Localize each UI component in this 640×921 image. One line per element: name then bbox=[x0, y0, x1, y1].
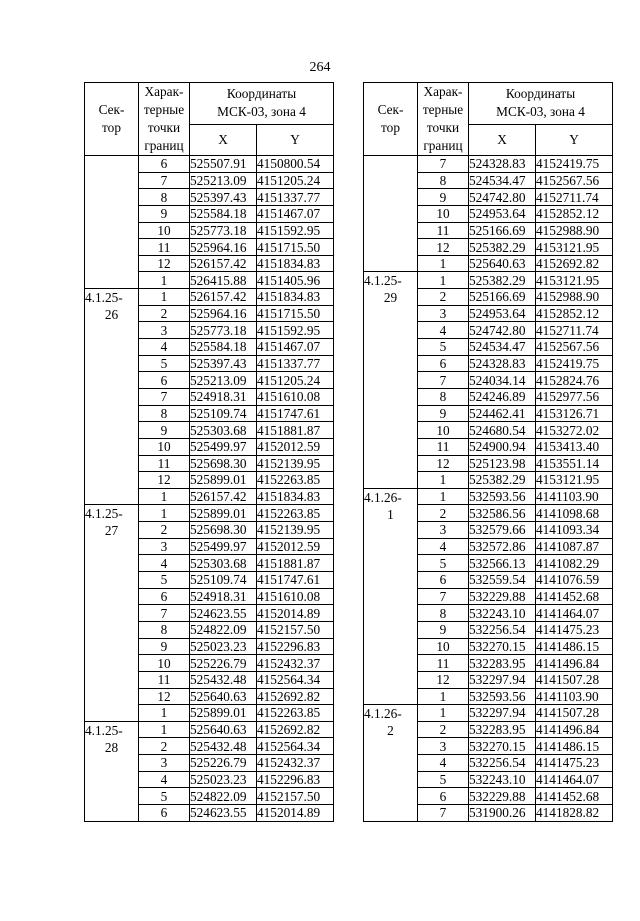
point-number-cell: 12 bbox=[418, 455, 469, 472]
x-coordinate-cell: 525899.01 bbox=[190, 472, 257, 489]
point-number-cell: 9 bbox=[139, 422, 190, 439]
point-number-cell: 2 bbox=[139, 522, 190, 539]
point-number-cell: 12 bbox=[139, 472, 190, 489]
point-number-cell: 3 bbox=[139, 322, 190, 339]
sector-cell bbox=[85, 289, 139, 505]
table-row bbox=[364, 488, 613, 505]
x-coordinate-cell: 525303.68 bbox=[190, 555, 257, 572]
page-number: 264 bbox=[309, 60, 331, 75]
x-coordinate-cell: 524822.09 bbox=[190, 621, 257, 638]
x-coordinate-cell: 525698.30 bbox=[190, 522, 257, 539]
point-number-cell: 8 bbox=[418, 388, 469, 405]
point-number-cell: 6 bbox=[418, 355, 469, 372]
y-coordinate-cell: 4151834.83 bbox=[257, 255, 334, 272]
y-coordinate-cell: 4141452.68 bbox=[536, 588, 613, 605]
y-coordinate-cell: 4152296.83 bbox=[257, 771, 334, 788]
point-number-cell: 6 bbox=[139, 372, 190, 389]
x-coordinate-cell: 524900.94 bbox=[469, 438, 536, 455]
x-coordinate-cell: 524742.80 bbox=[469, 322, 536, 339]
y-coordinate-cell: 4152432.37 bbox=[257, 755, 334, 772]
y-coordinate-cell: 4152711.74 bbox=[536, 189, 613, 206]
point-number-cell: 6 bbox=[139, 804, 190, 821]
y-coordinate-cell: 4151834.83 bbox=[257, 289, 334, 306]
point-number-cell: 10 bbox=[139, 222, 190, 239]
point-number-cell: 11 bbox=[418, 222, 469, 239]
y-coordinate-cell: 4151881.87 bbox=[257, 555, 334, 572]
x-coordinate-cell: 532283.95 bbox=[469, 655, 536, 672]
y-coordinate-cell: 4141103.90 bbox=[536, 488, 613, 505]
y-coordinate-cell: 4151205.24 bbox=[257, 172, 334, 189]
x-coordinate-cell: 532586.56 bbox=[469, 505, 536, 522]
y-coordinate-cell: 4152988.90 bbox=[536, 289, 613, 306]
point-number-cell: 7 bbox=[139, 605, 190, 622]
x-coordinate-cell: 532270.15 bbox=[469, 738, 536, 755]
point-number-cell: 5 bbox=[418, 771, 469, 788]
x-coordinate-cell: 532243.10 bbox=[469, 605, 536, 622]
point-number-cell: 10 bbox=[418, 205, 469, 222]
point-number-cell: 6 bbox=[139, 588, 190, 605]
table-row bbox=[85, 505, 334, 522]
x-coordinate-cell: 525499.97 bbox=[190, 438, 257, 455]
x-coordinate-cell: 525964.16 bbox=[190, 239, 257, 256]
y-coordinate-cell: 4141507.28 bbox=[536, 705, 613, 722]
point-number-cell: 1 bbox=[139, 705, 190, 722]
y-coordinate-cell: 4152139.95 bbox=[257, 455, 334, 472]
point-number-cell: 8 bbox=[139, 405, 190, 422]
y-coordinate-cell: 4151834.83 bbox=[257, 488, 334, 505]
y-coordinate-cell: 4152157.50 bbox=[257, 788, 334, 805]
y-coordinate-cell: 4152692.82 bbox=[257, 721, 334, 738]
point-number-cell: 12 bbox=[418, 239, 469, 256]
point-number-cell: 1 bbox=[418, 272, 469, 289]
y-coordinate-cell: 4151592.95 bbox=[257, 322, 334, 339]
sector-id-part2: 1 bbox=[387, 506, 394, 522]
y-coordinate-cell: 4141087.87 bbox=[536, 538, 613, 555]
sector-cell bbox=[85, 156, 139, 289]
sector-id-part2: 2 bbox=[387, 723, 394, 739]
sector-cell bbox=[85, 505, 139, 721]
y-coordinate-cell: 4141103.90 bbox=[536, 688, 613, 705]
x-coordinate-cell: 524534.47 bbox=[469, 172, 536, 189]
y-coordinate-cell: 4151747.61 bbox=[257, 572, 334, 589]
x-coordinate-cell: 532256.54 bbox=[469, 755, 536, 772]
y-coordinate-cell: 4152692.82 bbox=[257, 688, 334, 705]
x-coordinate-cell: 526415.88 bbox=[190, 272, 257, 289]
table-row bbox=[85, 721, 334, 738]
y-coordinate-cell: 4141464.07 bbox=[536, 771, 613, 788]
sector-cell bbox=[364, 272, 418, 488]
point-number-cell: 8 bbox=[418, 605, 469, 622]
x-coordinate-cell: 525226.79 bbox=[190, 755, 257, 772]
point-number-cell: 3 bbox=[139, 538, 190, 555]
coordinates-table-right bbox=[363, 82, 613, 822]
y-coordinate-cell: 4151467.07 bbox=[257, 205, 334, 222]
y-coordinate-cell: 4152824.76 bbox=[536, 372, 613, 389]
point-number-cell: 3 bbox=[418, 738, 469, 755]
x-coordinate-cell: 532256.54 bbox=[469, 621, 536, 638]
point-number-cell: 7 bbox=[139, 388, 190, 405]
point-number-cell: 9 bbox=[139, 205, 190, 222]
point-number-cell: 8 bbox=[139, 189, 190, 206]
x-coordinate-cell: 526157.42 bbox=[190, 488, 257, 505]
x-coordinate-cell: 526157.42 bbox=[190, 289, 257, 306]
y-coordinate-cell: 4152711.74 bbox=[536, 322, 613, 339]
y-coordinate-cell: 4151610.08 bbox=[257, 588, 334, 605]
point-number-cell: 2 bbox=[418, 505, 469, 522]
x-coordinate-cell: 525382.29 bbox=[469, 272, 536, 289]
x-coordinate-cell: 525023.23 bbox=[190, 771, 257, 788]
point-number-cell: 3 bbox=[418, 305, 469, 322]
point-number-cell: 1 bbox=[418, 488, 469, 505]
points-header: Харак- терные точки границ bbox=[418, 83, 469, 156]
y-coordinate-cell: 4153272.02 bbox=[536, 422, 613, 439]
point-number-cell: 6 bbox=[418, 788, 469, 805]
y-coordinate-cell: 4152564.34 bbox=[257, 738, 334, 755]
y-coordinate-cell: 4141475.23 bbox=[536, 621, 613, 638]
point-number-cell: 12 bbox=[418, 671, 469, 688]
x-coordinate-cell: 524680.54 bbox=[469, 422, 536, 439]
sector-cell bbox=[364, 705, 418, 821]
y-coordinate-cell: 4153413.40 bbox=[536, 438, 613, 455]
y-coordinate-cell: 4152567.56 bbox=[536, 172, 613, 189]
y-coordinate-cell: 4151467.07 bbox=[257, 339, 334, 356]
x-coordinate-cell: 532297.94 bbox=[469, 671, 536, 688]
point-number-cell: 4 bbox=[418, 538, 469, 555]
y-coordinate-cell: 4152567.56 bbox=[536, 339, 613, 356]
x-coordinate-cell: 525397.43 bbox=[190, 355, 257, 372]
point-number-cell: 9 bbox=[418, 621, 469, 638]
x-coordinate-cell: 532566.13 bbox=[469, 555, 536, 572]
sector-cell bbox=[364, 156, 418, 272]
y-coordinate-cell: 4152157.50 bbox=[257, 621, 334, 638]
y-header: Y bbox=[257, 124, 334, 155]
coordinates-header: Координаты МСК-03, зона 4 bbox=[190, 83, 334, 125]
y-coordinate-cell: 4152139.95 bbox=[257, 522, 334, 539]
y-coordinate-cell: 4152988.90 bbox=[536, 222, 613, 239]
point-number-cell: 7 bbox=[418, 804, 469, 821]
y-coordinate-cell: 4152419.75 bbox=[536, 355, 613, 372]
point-number-cell: 1 bbox=[418, 705, 469, 722]
sector-id-part1: 4.1.25- bbox=[85, 722, 123, 738]
x-coordinate-cell: 525213.09 bbox=[190, 172, 257, 189]
y-coordinate-cell: 4152977.56 bbox=[536, 388, 613, 405]
point-number-cell: 5 bbox=[418, 339, 469, 356]
x-coordinate-cell: 525109.74 bbox=[190, 405, 257, 422]
x-coordinate-cell: 525507.91 bbox=[190, 156, 257, 173]
y-coordinate-cell: 4151337.77 bbox=[257, 355, 334, 372]
point-number-cell: 5 bbox=[418, 555, 469, 572]
x-coordinate-cell: 525397.43 bbox=[190, 189, 257, 206]
point-number-cell: 1 bbox=[139, 272, 190, 289]
point-number-cell: 4 bbox=[139, 339, 190, 356]
y-coordinate-cell: 4152263.85 bbox=[257, 705, 334, 722]
sector-id-part1: 4.1.25- bbox=[85, 290, 123, 306]
point-number-cell: 9 bbox=[139, 638, 190, 655]
x-coordinate-cell: 525698.30 bbox=[190, 455, 257, 472]
y-coordinate-cell: 4152263.85 bbox=[257, 472, 334, 489]
point-number-cell: 1 bbox=[418, 688, 469, 705]
x-coordinate-cell: 525773.18 bbox=[190, 222, 257, 239]
sector-id-part2: 26 bbox=[104, 307, 119, 323]
x-coordinate-cell: 532229.88 bbox=[469, 588, 536, 605]
y-coordinate-cell: 4141507.28 bbox=[536, 671, 613, 688]
point-number-cell: 10 bbox=[418, 638, 469, 655]
x-coordinate-cell: 525899.01 bbox=[190, 705, 257, 722]
y-coordinate-cell: 4152012.59 bbox=[257, 538, 334, 555]
y-coordinate-cell: 4151715.50 bbox=[257, 239, 334, 256]
y-coordinate-cell: 4141098.68 bbox=[536, 505, 613, 522]
x-coordinate-cell: 525023.23 bbox=[190, 638, 257, 655]
y-coordinate-cell: 4141496.84 bbox=[536, 721, 613, 738]
y-coordinate-cell: 4152014.89 bbox=[257, 804, 334, 821]
points-header: Харак- терные точки границ bbox=[139, 83, 190, 156]
y-coordinate-cell: 4151592.95 bbox=[257, 222, 334, 239]
y-coordinate-cell: 4141828.82 bbox=[536, 804, 613, 821]
x-coordinate-cell: 524623.55 bbox=[190, 605, 257, 622]
y-coordinate-cell: 4153121.95 bbox=[536, 472, 613, 489]
y-coordinate-cell: 4141464.07 bbox=[536, 605, 613, 622]
x-coordinate-cell: 525213.09 bbox=[190, 372, 257, 389]
point-number-cell: 4 bbox=[418, 322, 469, 339]
point-number-cell: 10 bbox=[139, 655, 190, 672]
y-coordinate-cell: 4141475.23 bbox=[536, 755, 613, 772]
x-coordinate-cell: 525584.18 bbox=[190, 205, 257, 222]
sector-id-part2: 29 bbox=[383, 290, 398, 306]
x-coordinate-cell: 532593.56 bbox=[469, 688, 536, 705]
y-coordinate-cell: 4141082.29 bbox=[536, 555, 613, 572]
x-coordinate-cell: 525432.48 bbox=[190, 671, 257, 688]
y-coordinate-cell: 4152432.37 bbox=[257, 655, 334, 672]
y-coordinate-cell: 4152296.83 bbox=[257, 638, 334, 655]
sector-id-part1: 4.1.25- bbox=[85, 506, 123, 522]
point-number-cell: 11 bbox=[418, 438, 469, 455]
x-coordinate-cell: 525964.16 bbox=[190, 305, 257, 322]
point-number-cell: 7 bbox=[418, 588, 469, 605]
y-coordinate-cell: 4152012.59 bbox=[257, 438, 334, 455]
x-coordinate-cell: 525382.29 bbox=[469, 472, 536, 489]
point-number-cell: 11 bbox=[418, 655, 469, 672]
x-coordinate-cell: 524246.89 bbox=[469, 388, 536, 405]
y-coordinate-cell: 4153121.95 bbox=[536, 272, 613, 289]
x-coordinate-cell: 532579.66 bbox=[469, 522, 536, 539]
y-coordinate-cell: 4152852.12 bbox=[536, 205, 613, 222]
x-coordinate-cell: 525109.74 bbox=[190, 572, 257, 589]
x-header: X bbox=[469, 124, 536, 155]
x-coordinate-cell: 525166.69 bbox=[469, 222, 536, 239]
x-coordinate-cell: 524822.09 bbox=[190, 788, 257, 805]
x-coordinate-cell: 525640.63 bbox=[469, 255, 536, 272]
y-coordinate-cell: 4141486.15 bbox=[536, 738, 613, 755]
point-number-cell: 2 bbox=[418, 721, 469, 738]
x-coordinate-cell: 524918.31 bbox=[190, 588, 257, 605]
x-coordinate-cell: 532572.86 bbox=[469, 538, 536, 555]
point-number-cell: 4 bbox=[139, 555, 190, 572]
y-coordinate-cell: 4152692.82 bbox=[536, 255, 613, 272]
coordinates-table-left bbox=[84, 82, 334, 822]
x-coordinate-cell: 524953.64 bbox=[469, 205, 536, 222]
point-number-cell: 12 bbox=[139, 255, 190, 272]
x-coordinate-cell: 526157.42 bbox=[190, 255, 257, 272]
y-coordinate-cell: 4151205.24 bbox=[257, 372, 334, 389]
point-number-cell: 8 bbox=[139, 621, 190, 638]
point-number-cell: 11 bbox=[139, 671, 190, 688]
point-number-cell: 5 bbox=[139, 572, 190, 589]
x-coordinate-cell: 524462.41 bbox=[469, 405, 536, 422]
x-coordinate-cell: 525899.01 bbox=[190, 505, 257, 522]
point-number-cell: 7 bbox=[139, 172, 190, 189]
point-number-cell: 12 bbox=[139, 688, 190, 705]
point-number-cell: 2 bbox=[139, 738, 190, 755]
y-header: Y bbox=[536, 124, 613, 155]
x-coordinate-cell: 525499.97 bbox=[190, 538, 257, 555]
point-number-cell: 9 bbox=[418, 405, 469, 422]
x-coordinate-cell: 525166.69 bbox=[469, 289, 536, 306]
point-number-cell: 11 bbox=[139, 239, 190, 256]
sector-header: Сек- тор bbox=[85, 83, 139, 156]
x-coordinate-cell: 524034.14 bbox=[469, 372, 536, 389]
y-coordinate-cell: 4153126.71 bbox=[536, 405, 613, 422]
y-coordinate-cell: 4141093.34 bbox=[536, 522, 613, 539]
y-coordinate-cell: 4151405.96 bbox=[257, 272, 334, 289]
point-number-cell: 1 bbox=[418, 472, 469, 489]
point-number-cell: 6 bbox=[139, 156, 190, 173]
x-coordinate-cell: 525382.29 bbox=[469, 239, 536, 256]
x-coordinate-cell: 532593.56 bbox=[469, 488, 536, 505]
x-coordinate-cell: 525773.18 bbox=[190, 322, 257, 339]
point-number-cell: 10 bbox=[139, 438, 190, 455]
y-coordinate-cell: 4151715.50 bbox=[257, 305, 334, 322]
table-row bbox=[364, 705, 613, 722]
y-coordinate-cell: 4152263.85 bbox=[257, 505, 334, 522]
point-number-cell: 1 bbox=[139, 289, 190, 306]
y-coordinate-cell: 4151337.77 bbox=[257, 189, 334, 206]
x-coordinate-cell: 532243.10 bbox=[469, 771, 536, 788]
point-number-cell: 1 bbox=[139, 505, 190, 522]
point-number-cell: 5 bbox=[139, 788, 190, 805]
sector-cell bbox=[364, 488, 418, 704]
x-coordinate-cell: 524328.83 bbox=[469, 156, 536, 173]
y-coordinate-cell: 4152564.34 bbox=[257, 671, 334, 688]
y-coordinate-cell: 4151747.61 bbox=[257, 405, 334, 422]
x-coordinate-cell: 525584.18 bbox=[190, 339, 257, 356]
x-coordinate-cell: 531900.26 bbox=[469, 804, 536, 821]
point-number-cell: 1 bbox=[418, 255, 469, 272]
y-coordinate-cell: 4152852.12 bbox=[536, 305, 613, 322]
y-coordinate-cell: 4151881.87 bbox=[257, 422, 334, 439]
table-row bbox=[364, 156, 613, 173]
x-header: X bbox=[190, 124, 257, 155]
y-coordinate-cell: 4152419.75 bbox=[536, 156, 613, 173]
x-coordinate-cell: 524953.64 bbox=[469, 305, 536, 322]
x-coordinate-cell: 525123.98 bbox=[469, 455, 536, 472]
table-row bbox=[85, 156, 334, 173]
x-coordinate-cell: 524623.55 bbox=[190, 804, 257, 821]
point-number-cell: 8 bbox=[418, 172, 469, 189]
x-coordinate-cell: 524328.83 bbox=[469, 355, 536, 372]
x-coordinate-cell: 525640.63 bbox=[190, 721, 257, 738]
x-coordinate-cell: 532229.88 bbox=[469, 788, 536, 805]
x-coordinate-cell: 524918.31 bbox=[190, 388, 257, 405]
point-number-cell: 3 bbox=[139, 755, 190, 772]
x-coordinate-cell: 525226.79 bbox=[190, 655, 257, 672]
point-number-cell: 9 bbox=[418, 189, 469, 206]
sector-id-part1: 4.1.26- bbox=[364, 489, 402, 505]
sector-id-part2: 27 bbox=[104, 523, 119, 539]
sector-id-part2: 28 bbox=[104, 739, 119, 755]
point-number-cell: 7 bbox=[418, 372, 469, 389]
coordinates-header: Координаты МСК-03, зона 4 bbox=[469, 83, 613, 125]
point-number-cell: 3 bbox=[418, 522, 469, 539]
y-coordinate-cell: 4141076.59 bbox=[536, 572, 613, 589]
x-coordinate-cell: 525303.68 bbox=[190, 422, 257, 439]
x-coordinate-cell: 524742.80 bbox=[469, 189, 536, 206]
y-coordinate-cell: 4152014.89 bbox=[257, 605, 334, 622]
point-number-cell: 6 bbox=[418, 572, 469, 589]
table-row bbox=[85, 289, 334, 306]
point-number-cell: 2 bbox=[139, 305, 190, 322]
sector-id-part1: 4.1.25- bbox=[364, 273, 402, 289]
point-number-cell: 1 bbox=[139, 488, 190, 505]
point-number-cell: 1 bbox=[139, 721, 190, 738]
sector-id-part1: 4.1.26- bbox=[364, 706, 402, 722]
y-coordinate-cell: 4153551.14 bbox=[536, 455, 613, 472]
x-coordinate-cell: 524534.47 bbox=[469, 339, 536, 356]
sector-header: Сек- тор bbox=[364, 83, 418, 156]
y-coordinate-cell: 4151610.08 bbox=[257, 388, 334, 405]
y-coordinate-cell: 4150800.54 bbox=[257, 156, 334, 173]
y-coordinate-cell: 4141452.68 bbox=[536, 788, 613, 805]
x-coordinate-cell: 532559.54 bbox=[469, 572, 536, 589]
x-coordinate-cell: 532270.15 bbox=[469, 638, 536, 655]
point-number-cell: 11 bbox=[139, 455, 190, 472]
sector-cell bbox=[85, 721, 139, 821]
y-coordinate-cell: 4141486.15 bbox=[536, 638, 613, 655]
y-coordinate-cell: 4153121.95 bbox=[536, 239, 613, 256]
point-number-cell: 5 bbox=[139, 355, 190, 372]
point-number-cell: 7 bbox=[418, 156, 469, 173]
table-row bbox=[364, 272, 613, 289]
y-coordinate-cell: 4141496.84 bbox=[536, 655, 613, 672]
x-coordinate-cell: 532283.95 bbox=[469, 721, 536, 738]
point-number-cell: 10 bbox=[418, 422, 469, 439]
point-number-cell: 4 bbox=[418, 755, 469, 772]
x-coordinate-cell: 525640.63 bbox=[190, 688, 257, 705]
x-coordinate-cell: 525432.48 bbox=[190, 738, 257, 755]
point-number-cell: 4 bbox=[139, 771, 190, 788]
x-coordinate-cell: 532297.94 bbox=[469, 705, 536, 722]
point-number-cell: 2 bbox=[418, 289, 469, 306]
